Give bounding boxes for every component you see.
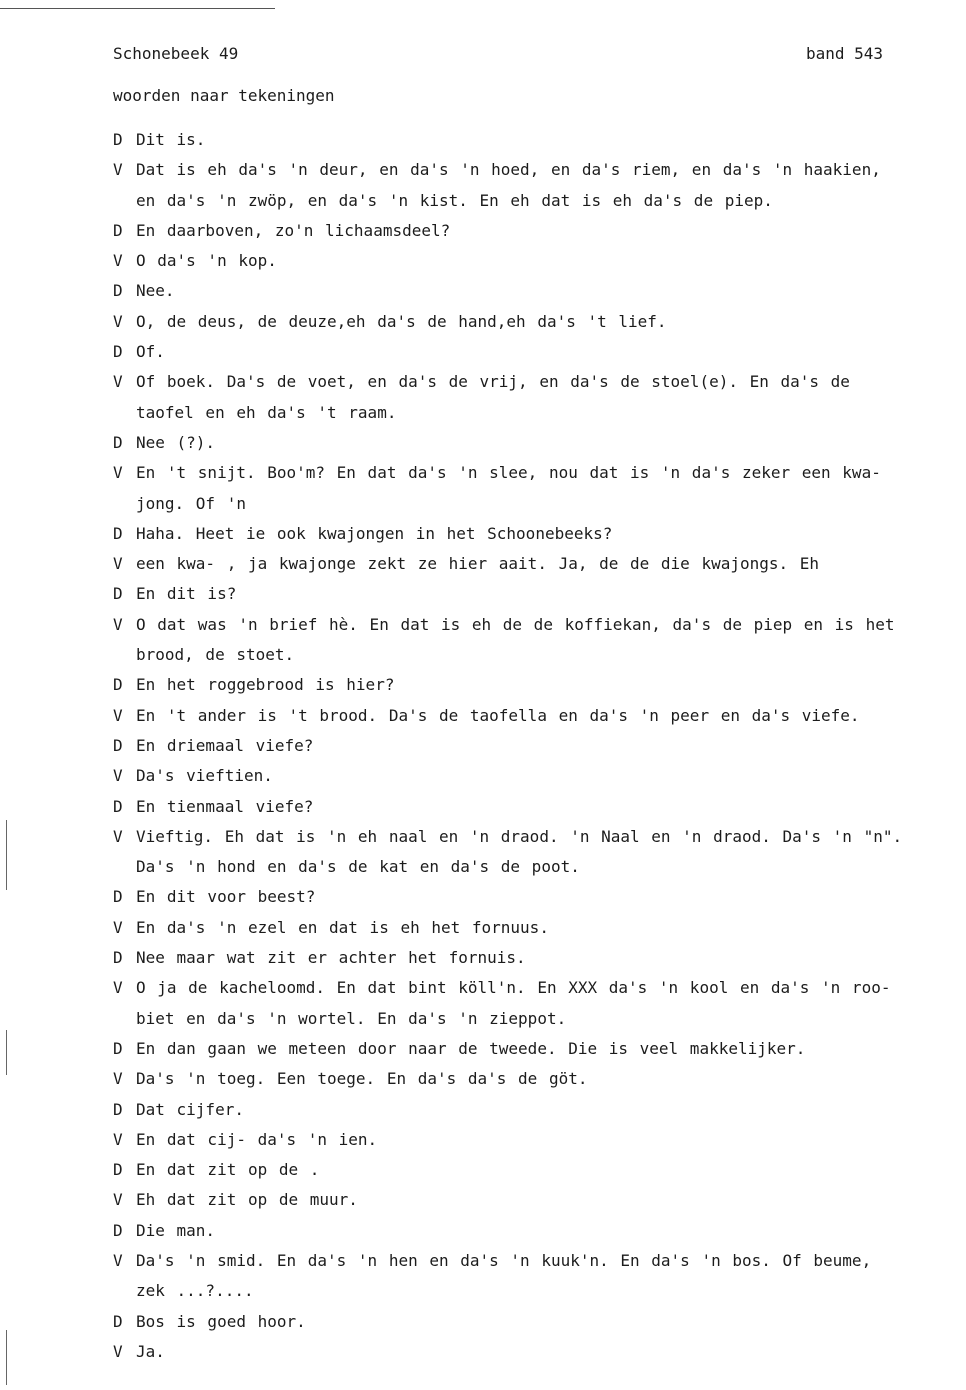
utterance-line: En dit voor beest?	[136, 887, 316, 907]
speaker-label: D	[113, 584, 123, 604]
dialogue-turn	[113, 216, 943, 246]
utterance-line: Of.	[136, 342, 165, 362]
speaker-label: V	[113, 614, 123, 634]
speaker-label: V	[113, 1190, 123, 1210]
utterance-line: En 't ander is 't brood. Da's de taofella en da's 'n peer en da's viefe.	[136, 705, 860, 725]
dialogue-turn	[113, 367, 943, 428]
dialogue-turn	[113, 428, 943, 458]
speaker-label: D	[113, 1038, 123, 1058]
utterance-line: En 't snijt. Boo'm? En dat da's 'n slee, nou dat is 'n da's zeker een kwa-	[136, 463, 881, 483]
dialogue-turn	[113, 579, 943, 609]
page-subtitle: woorden naar tekeningen	[113, 86, 335, 105]
dialogue-turn	[113, 913, 943, 943]
speaker-label: D	[113, 220, 123, 240]
speaker-label: V	[113, 978, 123, 998]
utterance-line: en da's 'n zwöp, en da's 'n kist. En eh dat is eh da's de piep.	[136, 190, 773, 210]
utterance-line: O da's 'n kop.	[136, 251, 277, 271]
dialogue-turn	[113, 1125, 943, 1155]
utterance-line: Dat is eh da's 'n deur, en da's 'n hoed, en da's riem, en da's 'n haakien,	[136, 160, 881, 180]
speaker-label: D	[113, 887, 123, 907]
dialogue-turn	[113, 822, 943, 883]
utterance-line: En driemaal viefe?	[136, 735, 314, 755]
utterance-line: Da's 'n hond en da's de kat en da's de poot.	[136, 857, 580, 877]
dialogue-turn	[113, 549, 943, 579]
dialogue-turn	[113, 246, 943, 276]
utterance-line: Eh dat zit op de muur.	[136, 1190, 358, 1210]
utterance-line: Nee maar wat zit er achter het fornuis.	[136, 948, 526, 968]
top-rule	[0, 8, 275, 9]
speaker-label: D	[113, 735, 123, 755]
dialogue-turn	[113, 337, 943, 367]
dialogue-turn	[113, 973, 943, 1034]
utterance-line: En dat zit op de .	[136, 1160, 320, 1180]
utterance-line: O, de deus, de deuze,eh da's de hand,eh da's 't lief.	[136, 311, 667, 331]
dialogue-turn	[113, 943, 943, 973]
utterance-line: En tienmaal viefe?	[136, 796, 314, 816]
utterance-line: En dan gaan we meteen door naar de tweede. Die is veel makkelijker.	[136, 1038, 806, 1058]
utterance-line: En dit is?	[136, 584, 237, 604]
utterance-line: En da's 'n ezel en dat is eh het fornuus.	[136, 917, 549, 937]
speaker-label: D	[113, 675, 123, 695]
utterance-line: Bos is goed hoor.	[136, 1311, 306, 1331]
utterance-line: Dat cijfer.	[136, 1099, 244, 1119]
dialogue-turn	[113, 1155, 943, 1185]
speaker-label: V	[113, 160, 123, 180]
dialogue-turn	[113, 701, 943, 731]
speaker-label: V	[113, 1341, 123, 1361]
dialogue	[113, 125, 943, 1367]
utterance-line: brood, de stoet.	[136, 645, 295, 665]
utterance-line: biet en da's 'n wortel. En da's 'n zieppot.	[136, 1008, 567, 1028]
dialogue-turn	[113, 882, 943, 912]
utterance-line: Nee (?).	[136, 432, 216, 452]
dialogue-turn	[113, 458, 943, 519]
speaker-label: V	[113, 766, 123, 786]
speaker-label: V	[113, 251, 123, 271]
dialogue-turn	[113, 1216, 943, 1246]
dialogue-turn	[113, 670, 943, 700]
dialogue-turn	[113, 307, 943, 337]
speaker-label: V	[113, 372, 123, 392]
dialogue-turn	[113, 1307, 943, 1337]
utterance-line: taofel en eh da's 't raam.	[136, 402, 397, 422]
speaker-label: D	[113, 342, 123, 362]
utterance-line: jong. Of 'n	[136, 493, 246, 513]
speaker-label: D	[113, 1160, 123, 1180]
dialogue-turn	[113, 155, 943, 216]
utterance-line: O ja de kacheloomd. En dat bint köll'n. En XXX da's 'n kool en da's 'n roo-	[136, 978, 891, 998]
dialogue-turn	[113, 276, 943, 306]
speaker-label: D	[113, 1220, 123, 1240]
utterance-line: een kwa- , ja kwajonge zekt ze hier aait. Ja, de de die kwajongs. Eh	[136, 554, 820, 574]
dialogue-turn	[113, 1185, 943, 1215]
margin-mark	[6, 820, 7, 890]
utterance-line: Da's vieftien.	[136, 766, 273, 786]
dialogue-turn	[113, 792, 943, 822]
speaker-label: V	[113, 705, 123, 725]
speaker-label: D	[113, 796, 123, 816]
dialogue-turn	[113, 731, 943, 761]
utterance-line: Da's 'n toeg. Een toege. En da's da's de göt.	[136, 1069, 588, 1089]
utterance-line: Vieftig. Eh dat is 'n eh naal en 'n draod. 'n Naal en 'n draod. Da's 'n "n".	[136, 826, 903, 846]
speaker-label: V	[113, 1069, 123, 1089]
speaker-label: D	[113, 432, 123, 452]
utterance-line: Ja.	[136, 1341, 165, 1361]
dialogue-turn	[113, 761, 943, 791]
speaker-label: V	[113, 311, 123, 331]
speaker-label: V	[113, 917, 123, 937]
utterance-line: Dit is.	[136, 130, 206, 149]
margin-mark	[6, 1030, 7, 1075]
utterance-line: Haha. Heet ie ook kwajongen in het Schoonebeeks?	[136, 523, 613, 543]
dialogue-turn	[113, 610, 943, 671]
location-label: Schonebeek 49	[113, 44, 239, 63]
utterance-line: Da's 'n smid. En da's 'n hen en da's 'n kuuk'n. En da's 'n bos. Of beume,	[136, 1250, 872, 1270]
dialogue-turn	[113, 1095, 943, 1125]
utterance-line: Nee.	[136, 281, 175, 301]
speaker-label: D	[113, 948, 123, 968]
speaker-label: D	[113, 1311, 123, 1331]
utterance-line: En dat cij- da's 'n ien.	[136, 1129, 378, 1149]
speaker-label: V	[113, 1250, 123, 1270]
speaker-label: V	[113, 1129, 123, 1149]
dialogue-turn	[113, 1064, 943, 1094]
speaker-label: D	[113, 1099, 123, 1119]
utterance-line: En daarboven, zo'n lichaamsdeel?	[136, 220, 451, 240]
dialogue-turn	[113, 1337, 943, 1367]
tape-number: band 543	[805, 44, 883, 63]
speaker-label: D	[113, 523, 123, 543]
speaker-label: D	[113, 130, 123, 149]
dialogue-turn	[113, 519, 943, 549]
margin-mark	[6, 1330, 7, 1385]
speaker-label: V	[113, 826, 123, 846]
utterance-line: En het roggebrood is hier?	[136, 675, 395, 695]
dialogue-turn	[113, 1034, 943, 1064]
speaker-label: V	[113, 463, 123, 483]
utterance-line: O dat was 'n brief hè. En dat is eh de de koffiekan, da's de piep en is het	[136, 614, 895, 634]
page-header	[113, 44, 883, 68]
dialogue-turn	[113, 125, 943, 155]
dialogue-turn	[113, 1246, 943, 1307]
utterance-line: Of boek. Da's de voet, en da's de vrij, en da's de stoel(e). En da's de	[136, 372, 850, 392]
utterance-line: zek ...?....	[136, 1281, 254, 1301]
utterance-line: Die man.	[136, 1220, 216, 1240]
speaker-label: D	[113, 281, 123, 301]
speaker-label: V	[113, 554, 123, 574]
